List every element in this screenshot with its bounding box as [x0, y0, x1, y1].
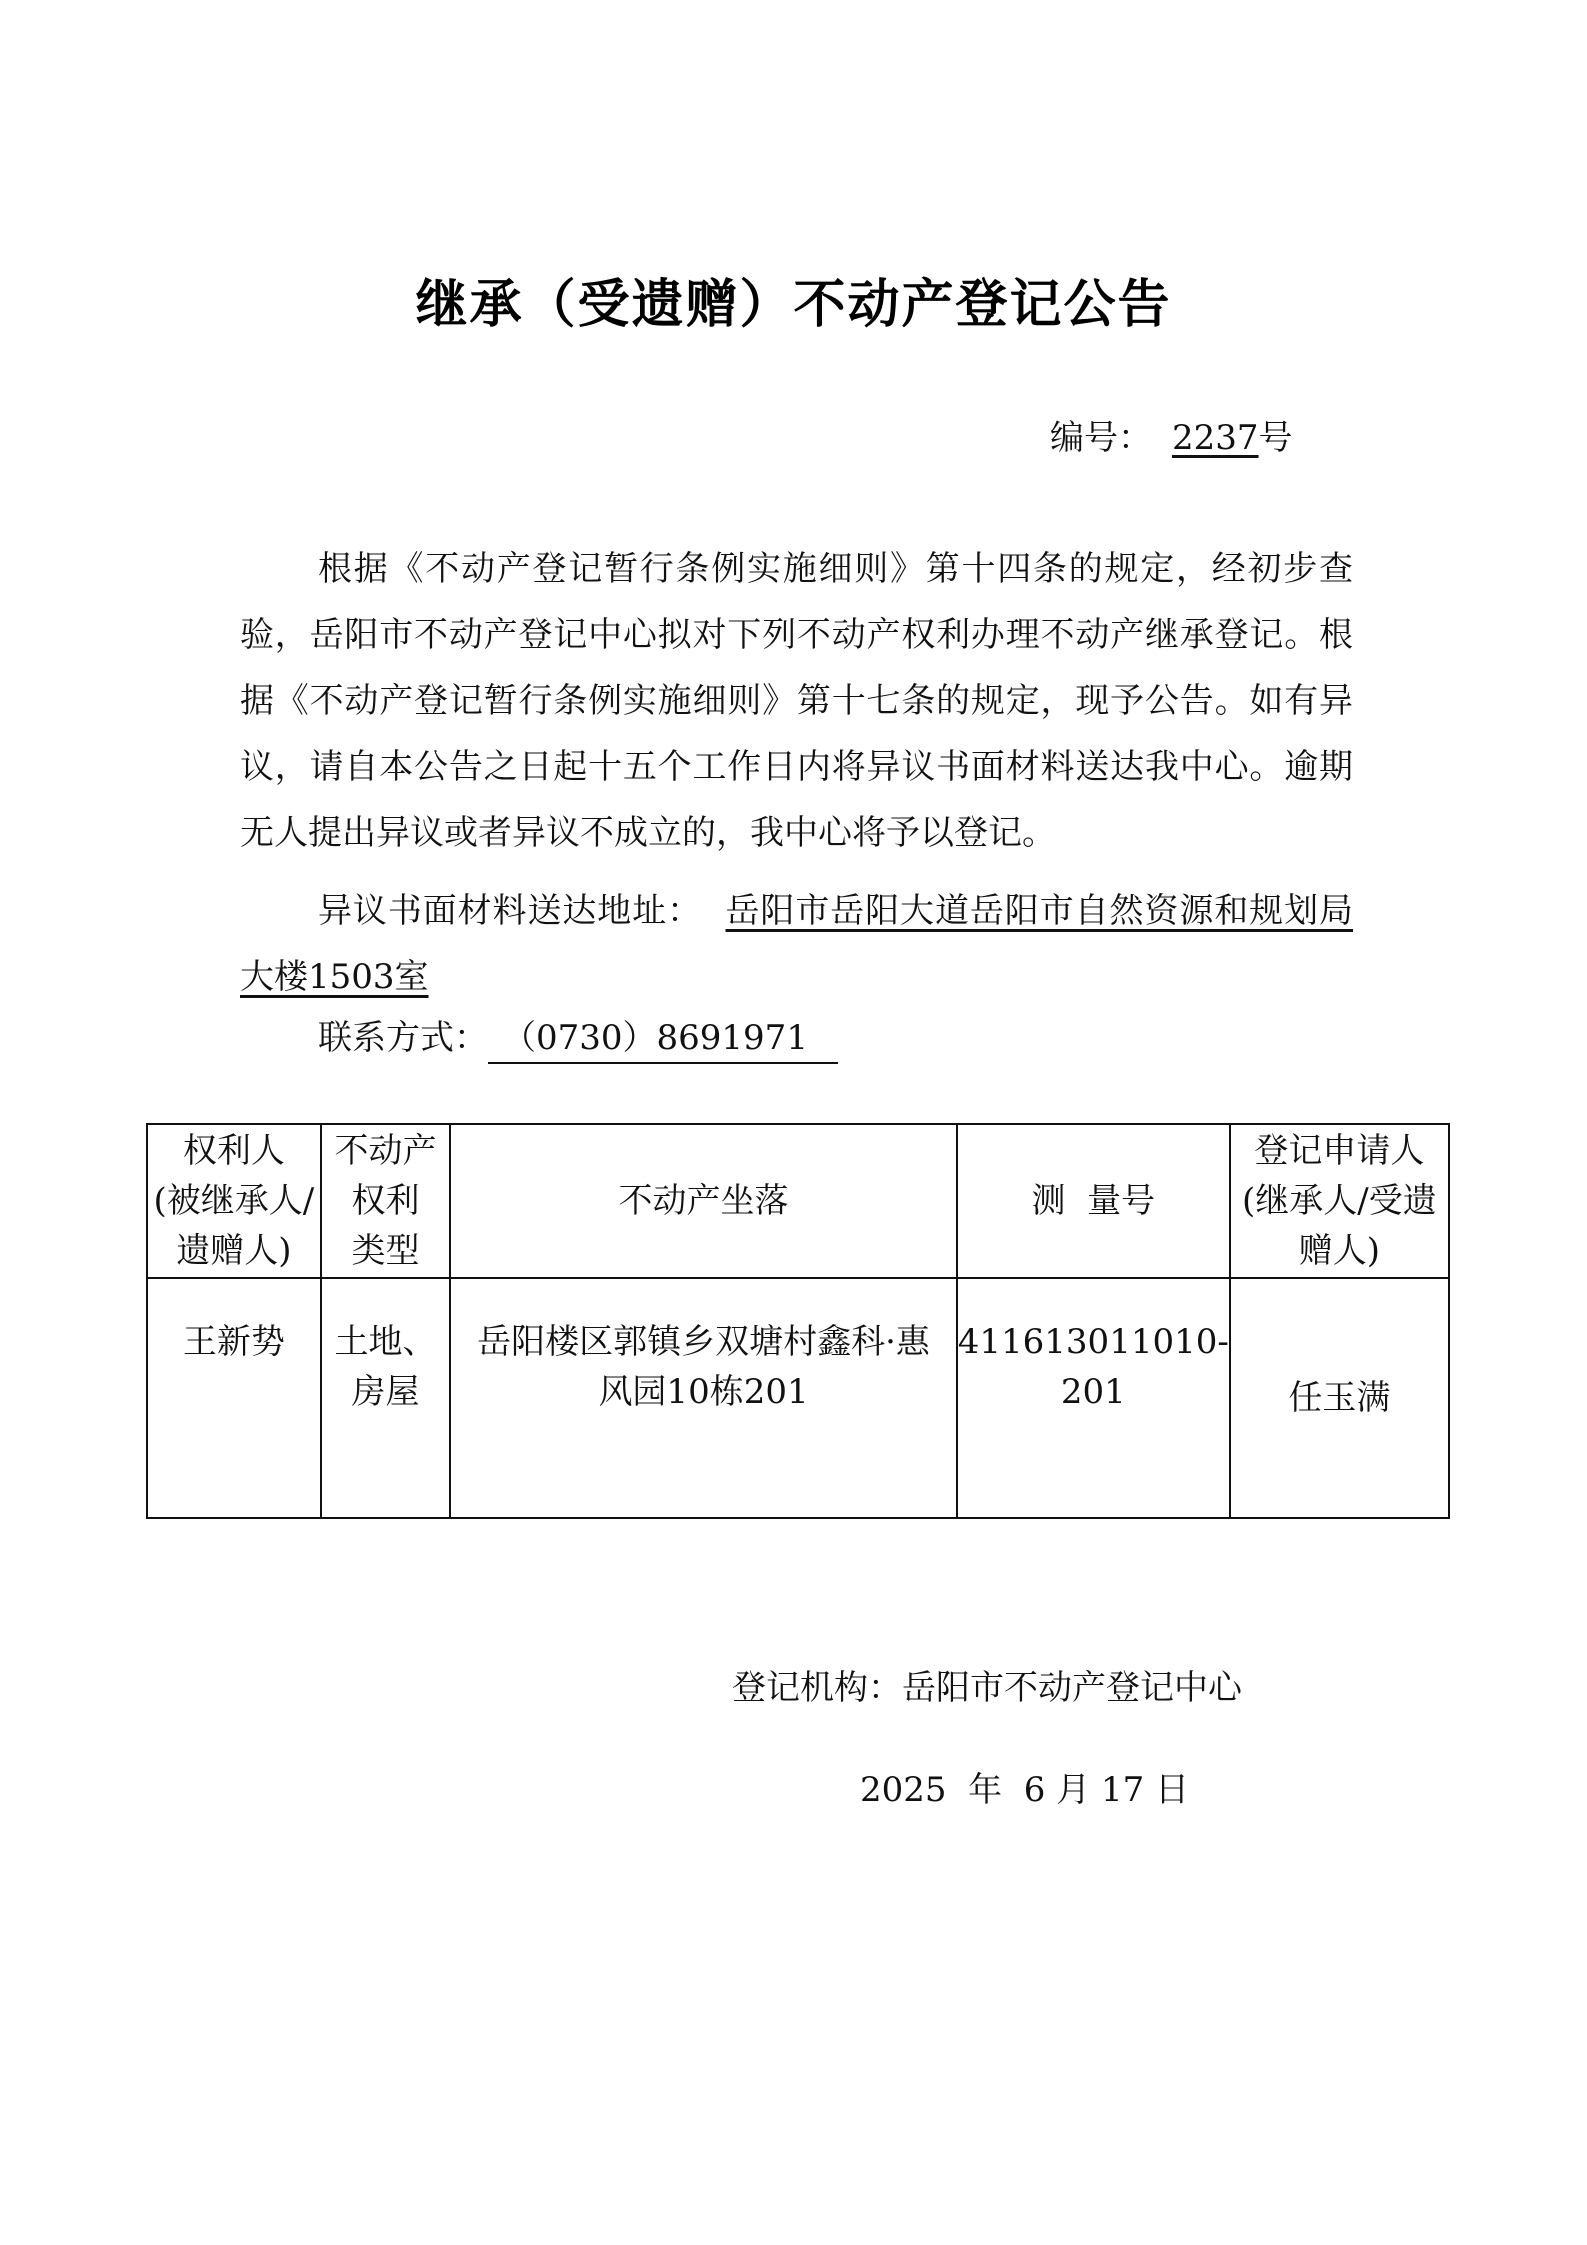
date-month: 6: [1023, 1770, 1046, 1810]
header-right-type: 不动产 权利 类型: [321, 1124, 451, 1278]
header-holder: 权利人 (被继承人/ 遗赠人): [147, 1124, 321, 1278]
objection-address-label: 异议书面材料送达地址：: [318, 891, 703, 931]
document-number: [1050, 410, 1293, 459]
date-month-unit: 月: [1056, 1770, 1091, 1810]
date-day: 17: [1101, 1770, 1145, 1810]
doc-number-suffix: 号: [1258, 418, 1293, 458]
contact-label: 联系方式：: [318, 1018, 488, 1058]
table-header-row: [147, 1124, 1449, 1278]
cell-survey-no: 411613011010- 201: [957, 1278, 1230, 1518]
cell-holder: 王新势: [147, 1278, 321, 1518]
notice-paragraph: 根据《不动产登记暂行条例实施细则》第十四条的规定，经初步查验，岳阳市不动产登记中心拟对下列不动产权利办理不动产继承登记。根据《不动产登记暂行条例实施细则》第十七条的规定，现予公告。如有异议，请自本公告之日起十五个工作日内将异议书面材料送达我中心。逾期无人提出异议或者异议不成立的，我中心将予以登记。: [240, 549, 1353, 853]
page-title: 继承（受遗赠）不动产登记公告: [415, 275, 1172, 335]
header-applicant: 登记申请人 (继承人/受遗 赠人): [1230, 1124, 1449, 1278]
cell-right-type: 土地、 房屋: [321, 1278, 451, 1518]
org-value: 岳阳市不动产登记中心: [902, 1668, 1242, 1708]
date-year: 2025: [860, 1770, 947, 1810]
table-row: [147, 1278, 1449, 1518]
cell-applicant: 任玉满: [1230, 1278, 1449, 1518]
date-year-unit: 年: [968, 1770, 1003, 1810]
org-label: 登记机构：: [732, 1668, 902, 1708]
objection-address-value: 岳阳市岳阳大道岳阳市自然资源和规划局大楼1503室: [240, 891, 1354, 997]
registration-table: [146, 1123, 1450, 1519]
doc-number-value: 2237: [1172, 418, 1259, 458]
date-day-unit: 日: [1155, 1770, 1190, 1810]
header-survey-no: 测 量号: [957, 1124, 1230, 1278]
issue-date: [860, 1762, 1189, 1811]
header-location: 不动产坐落: [450, 1124, 956, 1278]
contact-value: （0730）8691971: [488, 1018, 838, 1064]
contact-info: [318, 1010, 838, 1064]
cell-location: 岳阳楼区郭镇乡双塘村鑫科·惠 风园10栋201: [450, 1278, 956, 1518]
objection-address: [240, 878, 1353, 1010]
registration-org: [732, 1660, 1242, 1709]
doc-number-label: 编号：: [1050, 418, 1152, 458]
